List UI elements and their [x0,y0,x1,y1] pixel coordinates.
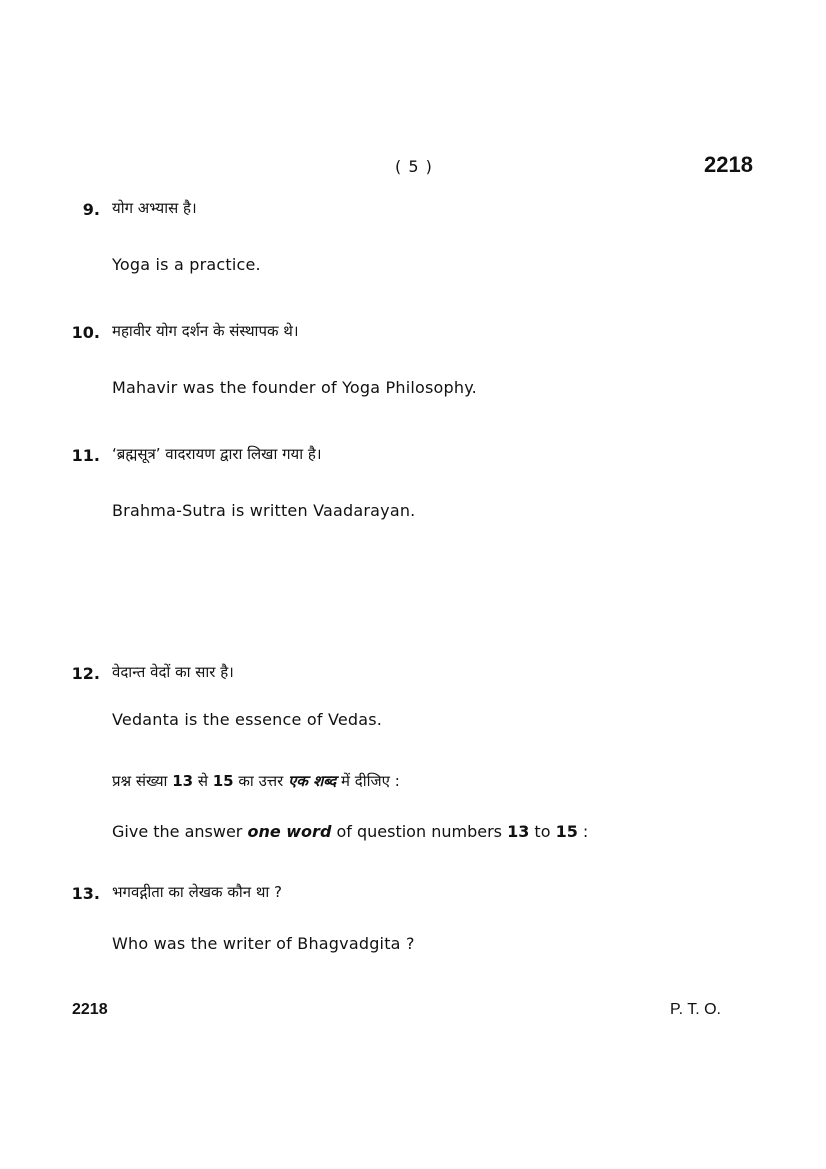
question-hindi: भगवद्गीता का लेखक कौन था ? [112,883,283,901]
question-number: 12. [71,664,100,683]
question-english: Vedanta is the essence of Vedas. [112,710,383,729]
paper-code-header: 2218 [704,152,753,177]
question-number: 13. [71,884,100,903]
question-english: Yoga is a practice. [112,255,261,274]
question-number: 10. [71,323,100,342]
question-hindi: ‘ब्रह्मसूत्र’ वादरायण द्वारा लिखा गया है। [112,445,322,463]
question-english: Mahavir was the founder of Yoga Philosophy. [112,378,477,397]
paper-code-footer: 2218 [72,1001,108,1018]
question-hindi: योग अभ्यास है। [112,199,197,217]
question-hindi: वेदान्त वेदों का सार है। [112,663,234,681]
pto-label: P. T. O. [670,1001,721,1018]
question-number: 9. [82,200,100,219]
question-number: 11. [71,446,100,465]
instruction-english: Give the answer one word of question numbers 13 to 15 : [112,822,589,841]
page-number: ( 5 ) [395,157,433,176]
instruction-hindi: प्रश्न संख्या 13 से 15 का उत्तर एक शब्द में दीजिए : [112,772,400,790]
question-hindi: महावीर योग दर्शन के संस्थापक थे। [112,322,299,340]
question-english: Brahma-Sutra is written Vaadarayan. [112,501,416,520]
question-english: Who was the writer of Bhagvadgita ? [112,934,415,953]
